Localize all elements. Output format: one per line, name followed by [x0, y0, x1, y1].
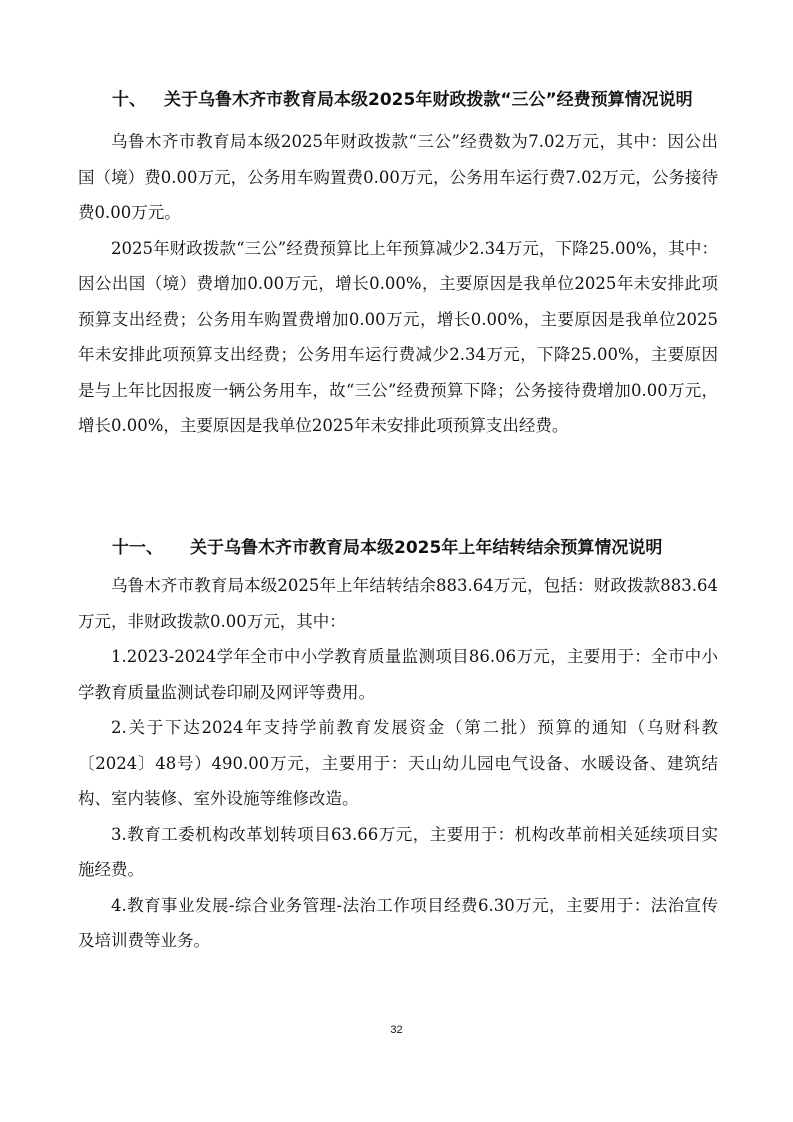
section-10-title: 关于乌鲁木齐市教育局本级2025年财政拨款“三公”经费预算情况说明 [164, 90, 693, 110]
section-11-number: 十一、 [112, 538, 163, 558]
section-11-title: 关于乌鲁木齐市教育局本级2025年上年结转结余预算情况说明 [190, 538, 663, 558]
section-11 [78, 528, 718, 959]
section-10-paragraph-2: 2025年财政拨款“三公”经费预算比上年预算减少2.34万元，下降25.00%，其中：因公出国（境）费增加0.00万元，增长0.00%，主要原因是我单位2025年未安排此项预算支出经费；公务用车购置费增加0.00万元，增长0.00%，主要原因是我单位2025年未安排此项预算支出经费；公务用车运行费减少2.34万元，下降25.00%，主要原因是与上年比因报废一辆公务用车，故“三公”经费预算下降；公务接待费增加0.00万元，增长0.00%，主要原因是我单位2025年未安排此项预算支出经费。 [78, 238, 718, 435]
section-11-heading [78, 528, 718, 568]
list-item: 3.教育工委机构改革划转项目63.66万元，主要用于：机构改革前相关延续项目实施经费。 [78, 824, 718, 879]
page-number: 32 [390, 1024, 403, 1036]
list-item: 4.教育事业发展-综合业务管理-法治工作项目经费6.30万元，主要用于：法治宣传及培训费等业务。 [78, 895, 718, 950]
section-10-heading [78, 80, 718, 120]
list-item: 2.关于下达2024年支持学前教育发展资金（第二批）预算的通知（乌财科教〔2024〕48号）490.00万元，主要用于：天山幼儿园电气设备、水暖设备、建筑结构、室内装修、室外设施等维修改造。 [78, 718, 718, 808]
section-10 [78, 80, 718, 444]
section-10-number: 十、 [112, 90, 146, 110]
section-10-paragraph-1: 乌鲁木齐市教育局本级2025年财政拨款“三公”经费数为7.02万元，其中：因公出国（境）费0.00万元，公务用车购置费0.00万元，公务用车运行费7.02万元，公务接待费0.00万元。 [78, 132, 718, 222]
section-11-paragraph-1: 乌鲁木齐市教育局本级2025年上年结转结余883.64万元，包括：财政拨款883.64万元，非财政拨款0.00万元，其中： [78, 576, 718, 631]
list-item: 1.2023-2024学年全市中小学教育质量监测项目86.06万元，主要用于：全市中小学教育质量监测试卷印刷及网评等费用。 [78, 647, 718, 702]
